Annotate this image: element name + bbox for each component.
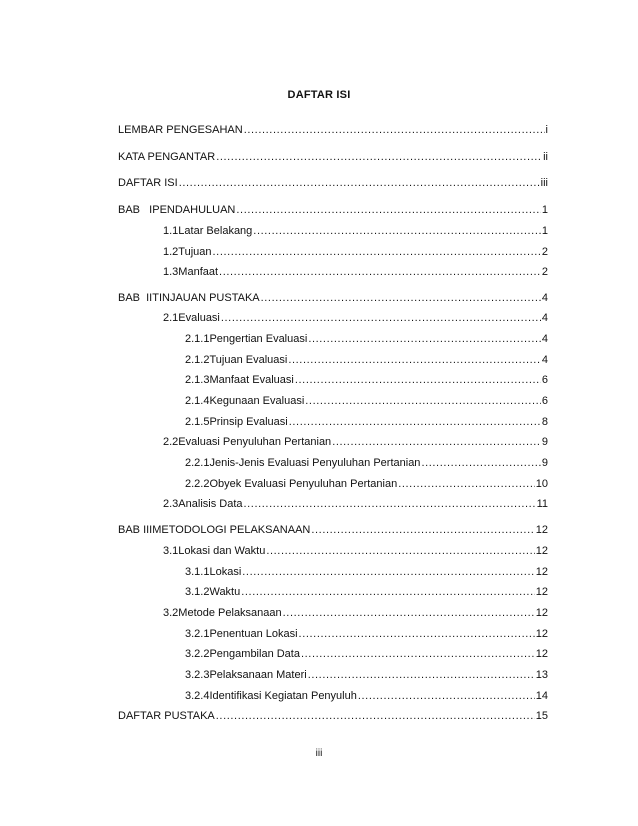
toc-page: 11	[536, 498, 548, 510]
toc-subsection-number: 3.2.4	[185, 690, 210, 702]
toc-entry-2-1-4	[185, 394, 548, 408]
toc-page: 12	[535, 545, 548, 557]
toc-page: 13	[535, 669, 548, 681]
toc-leader-dots	[398, 477, 535, 491]
toc-entry-2-2-2	[185, 477, 548, 491]
toc-label: Analisis Data	[178, 498, 243, 510]
toc-section-number: 1.3	[163, 266, 179, 278]
toc-entry-1-2	[163, 245, 548, 259]
toc-page: 4	[541, 292, 548, 304]
toc-leader-dots	[308, 332, 541, 346]
toc-label: Tujuan	[178, 246, 212, 258]
toc-section-number: 2.2	[163, 436, 179, 448]
toc-chapter-number: BAB I	[118, 204, 153, 216]
toc-label: Evaluasi	[178, 312, 220, 324]
toc-leader-dots	[421, 456, 540, 470]
toc-leader-dots	[301, 647, 535, 661]
toc-page: 4	[541, 333, 548, 345]
toc-label: Pelaksanaan Materi	[209, 669, 307, 681]
toc-label: DAFTAR PUSTAKA	[118, 710, 215, 722]
toc-leader-dots	[179, 176, 540, 190]
toc-leader-dots	[253, 224, 541, 238]
toc-leader-dots	[311, 523, 534, 537]
toc-entry-2-1-2	[185, 353, 548, 367]
toc-page: 12	[535, 566, 548, 578]
toc-subsection-number: 3.1.1	[185, 566, 210, 578]
toc-page: 12	[535, 628, 548, 640]
toc-label: METODOLOGI PELAKSANAAN	[152, 524, 311, 536]
toc-page: 2	[541, 266, 548, 278]
toc-label: Lokasi dan Waktu	[178, 545, 266, 557]
toc-page: 15	[535, 710, 548, 722]
toc-page: i	[545, 124, 548, 136]
toc-entry-3-2	[163, 606, 548, 620]
toc-leader-dots	[244, 497, 536, 511]
toc-label: DAFTAR ISI	[118, 177, 178, 189]
toc-entry-daftar-isi	[118, 176, 548, 190]
toc-leader-dots	[308, 668, 535, 682]
toc-leader-dots	[299, 627, 535, 641]
toc-entry-2-1-1	[185, 332, 548, 346]
toc-label: Jenis-Jenis Evaluasi Penyuluhan Pertanian	[209, 457, 421, 469]
toc-label: TINJAUAN PUSTAKA	[152, 292, 260, 304]
toc-page: 8	[541, 416, 548, 428]
toc-label: Manfaat Evaluasi	[209, 374, 294, 386]
toc-entry-3-2-4	[185, 689, 548, 703]
toc-leader-dots	[266, 544, 534, 558]
toc-subsection-number: 3.2.2	[185, 648, 210, 660]
toc-page: 12	[535, 648, 548, 660]
toc-entry-2-2	[163, 435, 548, 449]
toc-page: 6	[541, 374, 548, 386]
toc-entry-lembar-pengesahan	[118, 123, 548, 137]
toc-section-number: 2.1	[163, 312, 179, 324]
toc-entry-1-1	[163, 224, 548, 238]
page-title: DAFTAR ISI	[287, 89, 351, 101]
toc-subsection-number: 3.2.3	[185, 669, 210, 681]
toc-section-number: 2.3	[163, 498, 179, 510]
toc-label: Waktu	[209, 586, 241, 598]
toc-page: 6	[541, 395, 548, 407]
toc-page: 1	[541, 204, 548, 216]
toc-leader-dots	[332, 435, 541, 449]
toc-page: 14	[535, 690, 548, 702]
toc-label: Evaluasi Penyuluhan Pertanian	[178, 436, 332, 448]
toc-page: 4	[541, 312, 548, 324]
toc-entry-3-2-1	[185, 627, 548, 641]
toc-leader-dots	[221, 311, 541, 325]
toc-leader-dots	[216, 709, 535, 723]
toc-page: iii	[540, 177, 548, 189]
toc-subsection-number: 2.2.2	[185, 478, 210, 490]
toc-label: Latar Belakang	[178, 225, 253, 237]
toc-label: PENDAHULUAN	[152, 204, 236, 216]
toc-leader-dots	[236, 203, 540, 217]
toc-leader-dots	[283, 606, 535, 620]
toc-leader-dots	[358, 689, 535, 703]
toc-leader-dots	[241, 585, 535, 599]
toc-leader-dots	[261, 291, 541, 305]
toc-page: 2	[541, 246, 548, 258]
toc-section-number: 3.2	[163, 607, 179, 619]
toc-leader-dots	[305, 394, 541, 408]
toc-chapter-number: BAB II	[118, 292, 153, 304]
toc-leader-dots	[244, 123, 545, 137]
toc-label: Obyek Evaluasi Penyuluhan Pertanian	[209, 478, 398, 490]
toc-subsection-number: 2.1.3	[185, 374, 210, 386]
toc-entry-bab-1	[118, 203, 548, 217]
toc-label: Kegunaan Evaluasi	[209, 395, 305, 407]
toc-label: Manfaat	[178, 266, 219, 278]
toc-leader-dots	[289, 415, 541, 429]
toc-leader-dots	[295, 373, 541, 387]
toc-label: Pengambilan Data	[209, 648, 300, 660]
toc-subsection-number: 3.1.2	[185, 586, 210, 598]
toc-entry-2-1-5	[185, 415, 548, 429]
toc-subsection-number: 2.1.4	[185, 395, 210, 407]
toc-label: LEMBAR PENGESAHAN	[118, 124, 243, 136]
toc-page: ii	[543, 151, 548, 163]
toc-label: Lokasi	[209, 566, 242, 578]
toc-entry-3-2-3	[185, 668, 548, 682]
toc-label: Metode Pelaksanaan	[178, 607, 282, 619]
toc-label: Penentuan Lokasi	[209, 628, 298, 640]
toc-entry-bab-2	[118, 291, 548, 305]
toc-label: Identifikasi Kegiatan Penyuluh	[209, 690, 357, 702]
toc-subsection-number: 2.2.1	[185, 457, 210, 469]
toc-entry-2-3	[163, 497, 548, 511]
toc-page: 9	[541, 436, 548, 448]
toc-entry-2-1-3	[185, 373, 548, 387]
toc-leader-dots	[242, 565, 534, 579]
toc-entry-1-3	[163, 265, 548, 279]
toc-entry-2-2-1	[185, 456, 548, 470]
toc-label: Prinsip Evaluasi	[209, 416, 288, 428]
page-number: iii	[315, 748, 323, 759]
toc-leader-dots	[219, 265, 541, 279]
toc-page: 12	[535, 586, 548, 598]
toc-entry-daftar-pustaka	[118, 709, 548, 723]
toc-page: 9	[541, 457, 548, 469]
toc-subsection-number: 2.1.2	[185, 354, 210, 366]
toc-section-number: 1.1	[163, 225, 179, 237]
toc-subsection-number: 2.1.1	[185, 333, 210, 345]
toc-entry-3-1	[163, 544, 548, 558]
toc-leader-dots	[216, 150, 542, 164]
toc-entry-3-2-2	[185, 647, 548, 661]
toc-entry-3-1-1	[185, 565, 548, 579]
toc-subsection-number: 3.2.1	[185, 628, 210, 640]
toc-label: Tujuan Evaluasi	[209, 354, 288, 366]
toc-page: 1	[541, 225, 548, 237]
toc-subsection-number: 2.1.5	[185, 416, 210, 428]
toc-page: 12	[535, 607, 548, 619]
toc-page: 12	[535, 524, 548, 536]
toc-entry-kata-pengantar	[118, 150, 548, 164]
toc-leader-dots	[288, 353, 541, 367]
toc-entry-bab-3	[118, 523, 548, 537]
toc-label: Pengertian Evaluasi	[209, 333, 308, 345]
toc-page: 4	[541, 354, 548, 366]
toc-section-number: 3.1	[163, 545, 179, 557]
toc-label: KATA PENGANTAR	[118, 151, 216, 163]
toc-entry-3-1-2	[185, 585, 548, 599]
toc-section-number: 1.2	[163, 246, 179, 258]
toc-page: 10	[535, 478, 548, 490]
toc-chapter-number: BAB III	[118, 524, 153, 536]
toc-entry-2-1	[163, 311, 548, 325]
toc-leader-dots	[213, 245, 541, 259]
